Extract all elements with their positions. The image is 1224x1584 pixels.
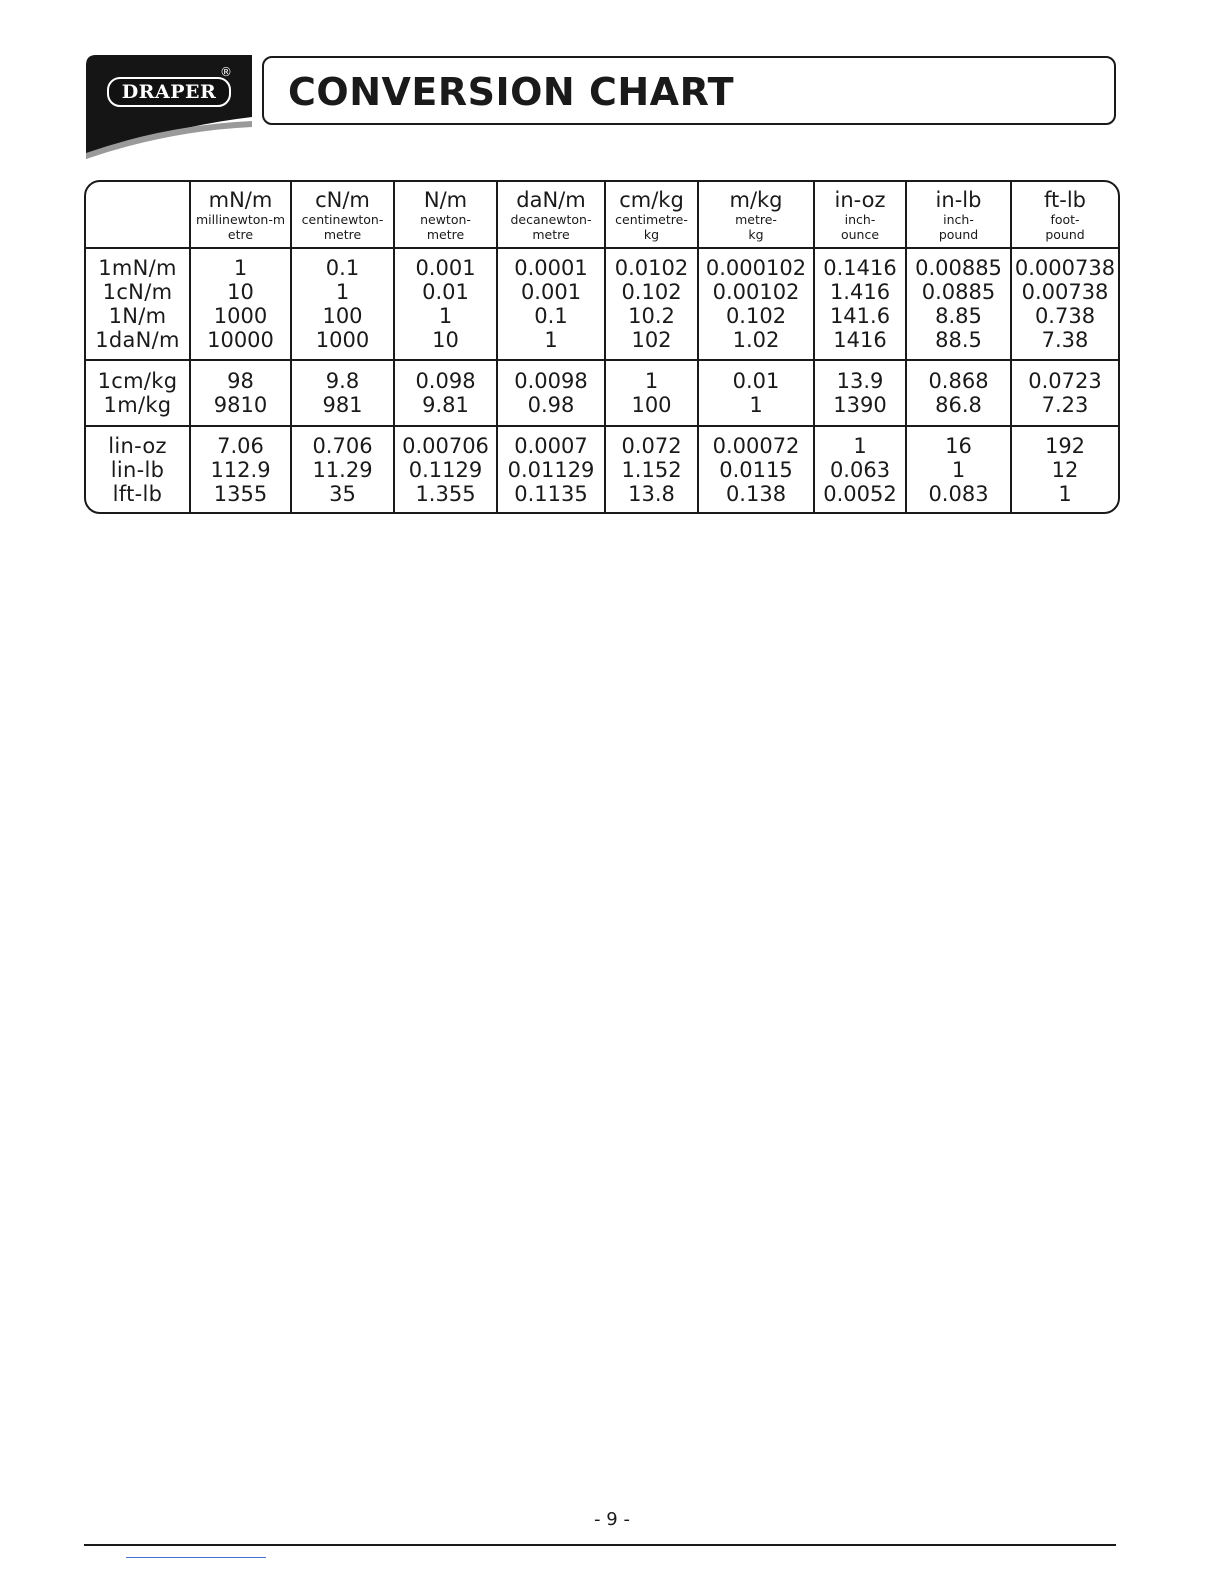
table-cell <box>1011 360 1118 426</box>
conversion-value: 1 <box>544 328 558 352</box>
conversion-value: 0.138 <box>725 481 787 506</box>
table-cell <box>605 248 698 360</box>
conversion-value: 0.072 <box>621 433 682 458</box>
row-label: 1cm/kg <box>97 369 178 393</box>
column-unit-description: decanewton- <box>510 211 592 227</box>
conversion-value: 0.1416 <box>823 256 897 280</box>
conversion-value: 0.063 <box>829 457 891 482</box>
conversion-value: 8.85 <box>935 304 982 328</box>
conversion-table-frame <box>84 180 1120 514</box>
table-row-group <box>86 426 1118 512</box>
conversion-value: 1 <box>853 433 867 458</box>
conversion-value: 13.9 <box>836 369 884 393</box>
footer-link-underline <box>126 1557 266 1558</box>
conversion-value: 141.6 <box>829 304 891 328</box>
conversion-value: 0.00706 <box>402 433 489 458</box>
conversion-value: 0.1129 <box>408 457 483 482</box>
row-label: 1mN/m <box>98 256 177 280</box>
conversion-value: 0.1135 <box>514 481 588 506</box>
column-unit-symbol: cN/m <box>315 187 370 212</box>
column-header <box>291 182 394 248</box>
conversion-value: 1 <box>951 457 966 482</box>
conversion-value: 0.001 <box>415 256 476 280</box>
conversion-value: 1355 <box>213 481 268 506</box>
conversion-value: 102 <box>631 328 672 352</box>
conversion-value: 98 <box>227 369 254 393</box>
column-unit-description: millinewton-m <box>195 211 286 227</box>
conversion-value: 0.0007 <box>514 433 588 458</box>
conversion-value: 981 <box>322 393 363 417</box>
conversion-value: 1390 <box>833 393 887 417</box>
table-cell <box>190 248 291 360</box>
table-cell <box>605 360 698 426</box>
column-unit-description: foot- <box>1050 211 1080 227</box>
table-cell <box>698 360 814 426</box>
column-unit-description: metre <box>532 226 570 242</box>
conversion-value: 0.706 <box>312 433 373 458</box>
table-cell <box>291 248 394 360</box>
registered-mark: ® <box>220 65 232 79</box>
conversion-value: 1 <box>438 304 453 328</box>
column-unit-description: inch- <box>844 211 876 227</box>
conversion-value: 0.01 <box>422 280 469 304</box>
table-cell <box>906 360 1011 426</box>
conversion-value: 0.001 <box>520 280 582 304</box>
row-label: 1m/kg <box>103 393 172 417</box>
table-cell <box>1011 248 1118 360</box>
conversion-value: 1.02 <box>732 328 780 352</box>
column-unit-symbol: in-lb <box>935 187 982 212</box>
conversion-value: 7.06 <box>217 433 264 458</box>
page-title: CONVERSION CHART <box>288 70 735 114</box>
title-box <box>262 56 1116 125</box>
conversion-value: 88.5 <box>935 328 982 352</box>
table-cell <box>190 426 291 512</box>
conversion-value: 112.9 <box>210 457 271 482</box>
conversion-value: 0.98 <box>527 393 575 417</box>
row-label: 1N/m <box>108 304 167 328</box>
conversion-value: 0.0052 <box>823 481 897 506</box>
row-label-cell <box>86 426 190 512</box>
table-header-row <box>86 182 1118 248</box>
conversion-value: 10 <box>432 328 459 352</box>
conversion-value: 1.416 <box>829 280 891 304</box>
column-unit-description: newton- <box>420 211 471 227</box>
row-label-cell <box>86 360 190 426</box>
column-unit-description: pound <box>1045 226 1085 242</box>
conversion-value: 0.01 <box>732 369 780 393</box>
conversion-value: 1 <box>1058 481 1072 506</box>
table-cell <box>497 248 605 360</box>
conversion-value: 10 <box>227 280 254 304</box>
column-unit-symbol: in-oz <box>834 187 886 212</box>
column-unit-description: metre <box>323 226 362 242</box>
column-unit-description: pound <box>938 226 979 242</box>
conversion-value: 13.8 <box>628 481 675 506</box>
brand-logo-block <box>86 55 252 159</box>
conversion-value: 0.00102 <box>712 280 800 304</box>
table-cell <box>906 248 1011 360</box>
table-cell <box>394 248 497 360</box>
column-unit-symbol: ft-lb <box>1044 187 1086 212</box>
conversion-value: 16 <box>945 433 972 458</box>
table-cell <box>190 360 291 426</box>
conversion-value: 0.0098 <box>514 369 588 393</box>
column-header <box>1011 182 1118 248</box>
table-cell <box>698 426 814 512</box>
conversion-value: 1.152 <box>621 457 682 482</box>
table-row-group <box>86 248 1118 360</box>
column-header <box>906 182 1011 248</box>
conversion-value: 0.1 <box>325 256 360 280</box>
conversion-value: 1000 <box>315 328 370 352</box>
table-cell <box>497 360 605 426</box>
conversion-value: 0.0115 <box>719 457 793 482</box>
conversion-value: 0.01129 <box>507 457 595 482</box>
column-header <box>394 182 497 248</box>
conversion-value: 7.38 <box>1041 328 1089 352</box>
conversion-value: 0.098 <box>415 369 476 393</box>
column-unit-description: centimetre- <box>615 211 688 227</box>
column-unit-symbol: N/m <box>423 187 468 212</box>
conversion-value: 9810 <box>213 393 268 417</box>
column-header <box>698 182 814 248</box>
column-unit-description: inch- <box>943 211 974 227</box>
conversion-value: 0.000102 <box>705 256 807 280</box>
column-unit-description: etre <box>227 226 254 242</box>
column-unit-description: kg <box>748 226 764 242</box>
column-header <box>497 182 605 248</box>
table-cell <box>291 426 394 512</box>
row-label-cell <box>86 248 190 360</box>
table-corner-cell <box>86 182 190 248</box>
conversion-value: 0.1 <box>534 304 568 328</box>
table-cell <box>814 426 906 512</box>
table-cell <box>814 248 906 360</box>
conversion-value: 12 <box>1051 457 1079 482</box>
column-unit-description: ounce <box>840 226 880 242</box>
conversion-value: 0.0885 <box>921 280 996 304</box>
conversion-value: 0.102 <box>725 304 787 328</box>
row-label: lin-oz <box>108 433 167 458</box>
column-unit-symbol: daN/m <box>516 187 586 212</box>
table-row-group <box>86 360 1118 426</box>
column-unit-symbol: cm/kg <box>619 187 684 212</box>
column-header <box>814 182 906 248</box>
column-unit-symbol: mN/m <box>208 187 273 212</box>
conversion-value: 0.0102 <box>614 256 689 280</box>
conversion-value: 1 <box>335 280 350 304</box>
row-label: 1cN/m <box>102 280 173 304</box>
brand-logo: DRAPER <box>107 77 231 107</box>
conversion-value: 1 <box>644 369 659 393</box>
column-unit-description: metre <box>426 226 465 242</box>
conversion-value: 9.81 <box>422 393 469 417</box>
column-unit-description: centinewton- <box>301 211 384 227</box>
table-cell <box>605 426 698 512</box>
table-cell <box>698 248 814 360</box>
column-unit-description: metre- <box>735 211 777 227</box>
conversion-value: 11.29 <box>312 457 373 482</box>
table-cell <box>497 426 605 512</box>
conversion-value: 10000 <box>207 328 274 352</box>
conversion-value: 100 <box>322 304 363 328</box>
conversion-value: 0.00738 <box>1021 280 1109 304</box>
conversion-value: 0.00885 <box>915 256 1002 280</box>
row-label: 1daN/m <box>95 328 180 352</box>
table-cell <box>814 360 906 426</box>
column-unit-description: kg <box>643 226 660 242</box>
conversion-value: 1 <box>749 393 763 417</box>
footer-rule <box>84 1544 1116 1546</box>
conversion-value: 0.00072 <box>712 433 800 458</box>
conversion-value: 10.2 <box>628 304 675 328</box>
conversion-value: 7.23 <box>1041 393 1089 417</box>
conversion-value: 1416 <box>833 328 887 352</box>
column-header <box>190 182 291 248</box>
conversion-value: 100 <box>631 393 672 417</box>
conversion-value: 0.102 <box>621 280 682 304</box>
conversion-value: 0.0001 <box>514 256 588 280</box>
conversion-value: 1.355 <box>415 481 476 506</box>
conversion-value: 1000 <box>213 304 268 328</box>
conversion-value: 0.0723 <box>1028 369 1102 393</box>
conversion-value: 0.738 <box>1034 304 1096 328</box>
conversion-value: 0.000738 <box>1014 256 1116 280</box>
conversion-value: 86.8 <box>935 393 982 417</box>
table-cell <box>394 360 497 426</box>
table-cell <box>394 426 497 512</box>
table-cell <box>1011 426 1118 512</box>
column-unit-symbol: m/kg <box>729 187 783 212</box>
row-label: lft-lb <box>112 481 163 506</box>
conversion-value: 192 <box>1044 433 1086 458</box>
conversion-value: 0.868 <box>928 369 989 393</box>
table-cell <box>906 426 1011 512</box>
table-cell <box>291 360 394 426</box>
column-header <box>605 182 698 248</box>
page-number: - 9 - <box>594 1509 630 1530</box>
conversion-value: 35 <box>329 481 356 506</box>
conversion-table <box>86 182 1118 512</box>
conversion-value: 1 <box>233 256 248 280</box>
conversion-value: 9.8 <box>325 369 360 393</box>
conversion-value: 0.083 <box>928 481 989 506</box>
row-label: lin-lb <box>110 457 165 482</box>
